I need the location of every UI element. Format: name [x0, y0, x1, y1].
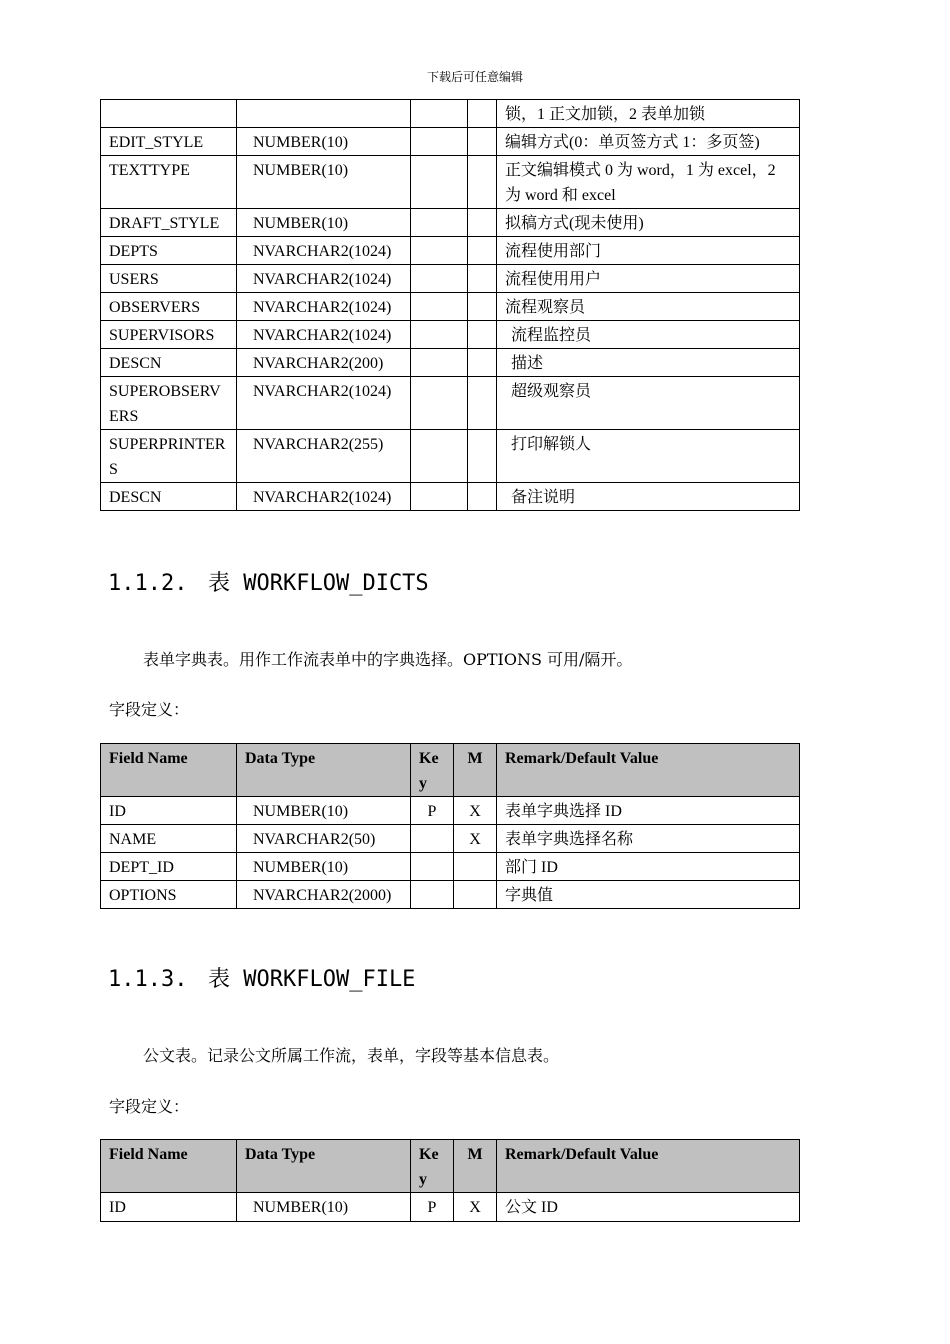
field-cell: NAME [101, 825, 237, 853]
key-cell [411, 483, 468, 511]
table-row [101, 483, 800, 511]
table-row [101, 797, 800, 825]
key-cell [411, 377, 468, 430]
field-cell: SUPERVISORS [101, 321, 237, 349]
section-heading-workflow-file [108, 962, 415, 993]
m-cell [468, 321, 497, 349]
table-row [101, 293, 800, 321]
m-cell: X [454, 825, 497, 853]
key-cell [411, 349, 468, 377]
header-remark: Remark/Default Value [497, 744, 800, 797]
m-cell [468, 483, 497, 511]
m-cell [468, 377, 497, 430]
remark-cell: 表单字典选择 ID [497, 797, 800, 825]
m-cell: X [454, 797, 497, 825]
m-cell [468, 156, 497, 209]
remark-cell: 字典值 [497, 881, 800, 909]
type-cell: NUMBER(10) [237, 156, 411, 209]
type-cell: NVARCHAR2(255) [237, 430, 411, 483]
type-cell: NUMBER(10) [237, 1193, 411, 1222]
remark-cell: 备注说明 [497, 483, 800, 511]
remark-cell: 流程观察员 [497, 293, 800, 321]
section-number: 1.1.3. [108, 967, 188, 992]
key-cell [411, 881, 454, 909]
key-cell [411, 209, 468, 237]
key-cell: P [411, 1193, 454, 1222]
table-row [101, 156, 800, 209]
header-data-type: Data Type [237, 744, 411, 797]
field-cell: OPTIONS [101, 881, 237, 909]
field-cell: SUPEROBSERVERS [101, 377, 237, 430]
remark-cell: 部门 ID [497, 853, 800, 881]
table-row [101, 825, 800, 853]
table-row [101, 265, 800, 293]
m-cell [468, 209, 497, 237]
type-cell: NVARCHAR2(1024) [237, 377, 411, 430]
table-row [101, 237, 800, 265]
m-cell [468, 128, 497, 156]
m-cell [468, 265, 497, 293]
header-remark: Remark/Default Value [497, 1140, 800, 1193]
page-header-note: 下载后可任意编辑 [426, 70, 523, 84]
table-header-row [101, 1140, 800, 1193]
field-cell: EDIT_STYLE [101, 128, 237, 156]
field-cell: TEXTTYPE [101, 156, 237, 209]
workflow-dicts-table [100, 743, 800, 909]
header-field-name: Field Name [101, 744, 237, 797]
field-cell: USERS [101, 265, 237, 293]
key-cell [411, 265, 468, 293]
field-definition-label: 字段定义： [109, 700, 190, 719]
remark-cell: 打印解锁人 [497, 430, 800, 483]
remark-cell: 描述 [497, 349, 800, 377]
type-cell [237, 100, 411, 128]
header-key: Key [411, 1140, 454, 1193]
field-cell: DESCN [101, 483, 237, 511]
remark-cell: 公文 ID [497, 1193, 800, 1222]
type-cell: NVARCHAR2(1024) [237, 293, 411, 321]
key-cell [411, 237, 468, 265]
remark-cell: 超级观察员 [497, 377, 800, 430]
header-mandatory: M [454, 1140, 497, 1193]
section-number: 1.1.2. [108, 571, 188, 596]
table-row [101, 377, 800, 430]
table-row [101, 1193, 800, 1222]
type-cell: NVARCHAR2(1024) [237, 265, 411, 293]
type-cell: NUMBER(10) [237, 797, 411, 825]
workflow-table-continued [100, 99, 800, 511]
type-cell: NUMBER(10) [237, 128, 411, 156]
m-cell [454, 881, 497, 909]
field-cell: ID [101, 1193, 237, 1222]
type-cell: NVARCHAR2(50) [237, 825, 411, 853]
header-key: Key [411, 744, 454, 797]
key-cell [411, 293, 468, 321]
remark-cell: 表单字典选择名称 [497, 825, 800, 853]
m-cell [454, 853, 497, 881]
type-cell: NVARCHAR2(2000) [237, 881, 411, 909]
type-cell: NUMBER(10) [237, 209, 411, 237]
section-description: 公文表。记录公文所属工作流，表单，字段等基本信息表。 [143, 1046, 560, 1065]
table-row [101, 349, 800, 377]
field-cell: DESCN [101, 349, 237, 377]
m-cell [468, 100, 497, 128]
header-field-name: Field Name [101, 1140, 237, 1193]
remark-cell: 流程监控员 [497, 321, 800, 349]
table-row [101, 853, 800, 881]
table-header-row [101, 744, 800, 797]
type-cell: NVARCHAR2(1024) [237, 483, 411, 511]
section-description: 表单字典表。用作工作流表单中的字典选择。OPTIONS 可用/隔开。 [143, 650, 633, 669]
key-cell [411, 853, 454, 881]
section-title: 表 WORKFLOW_DICTS [208, 571, 429, 596]
field-definition-label: 字段定义： [109, 1097, 190, 1116]
key-cell [411, 128, 468, 156]
remark-cell: 拟稿方式(现未使用) [497, 209, 800, 237]
field-cell: DEPTS [101, 237, 237, 265]
field-cell: OBSERVERS [101, 293, 237, 321]
m-cell [468, 349, 497, 377]
table-row [101, 209, 800, 237]
table-row [101, 128, 800, 156]
key-cell [411, 825, 454, 853]
key-cell [411, 321, 468, 349]
remark-cell: 正文编辑模式 0 为 word，1 为 excel，2 为 word 和 excel [497, 156, 800, 209]
table-row [101, 881, 800, 909]
type-cell: NVARCHAR2(200) [237, 349, 411, 377]
remark-cell: 锁，1 正文加锁，2 表单加锁 [497, 100, 800, 128]
field-cell: ID [101, 797, 237, 825]
type-cell: NUMBER(10) [237, 853, 411, 881]
section-heading-workflow-dicts [108, 566, 429, 597]
table-row [101, 321, 800, 349]
table-row [101, 430, 800, 483]
key-cell [411, 156, 468, 209]
field-cell: DEPT_ID [101, 853, 237, 881]
type-cell: NVARCHAR2(1024) [237, 237, 411, 265]
field-cell: DRAFT_STYLE [101, 209, 237, 237]
remark-cell: 流程使用部门 [497, 237, 800, 265]
m-cell [468, 237, 497, 265]
type-cell: NVARCHAR2(1024) [237, 321, 411, 349]
remark-cell: 编辑方式(0：单页签方式 1：多页签) [497, 128, 800, 156]
key-cell: P [411, 797, 454, 825]
m-cell [468, 430, 497, 483]
m-cell [468, 293, 497, 321]
section-title: 表 WORKFLOW_FILE [208, 967, 416, 992]
header-mandatory: M [454, 744, 497, 797]
workflow-file-table [100, 1139, 800, 1222]
header-data-type: Data Type [237, 1140, 411, 1193]
remark-cell: 流程使用用户 [497, 265, 800, 293]
table-row [101, 100, 800, 128]
key-cell [411, 100, 468, 128]
field-cell [101, 100, 237, 128]
key-cell [411, 430, 468, 483]
field-cell: SUPERPRINTERS [101, 430, 237, 483]
m-cell: X [454, 1193, 497, 1222]
